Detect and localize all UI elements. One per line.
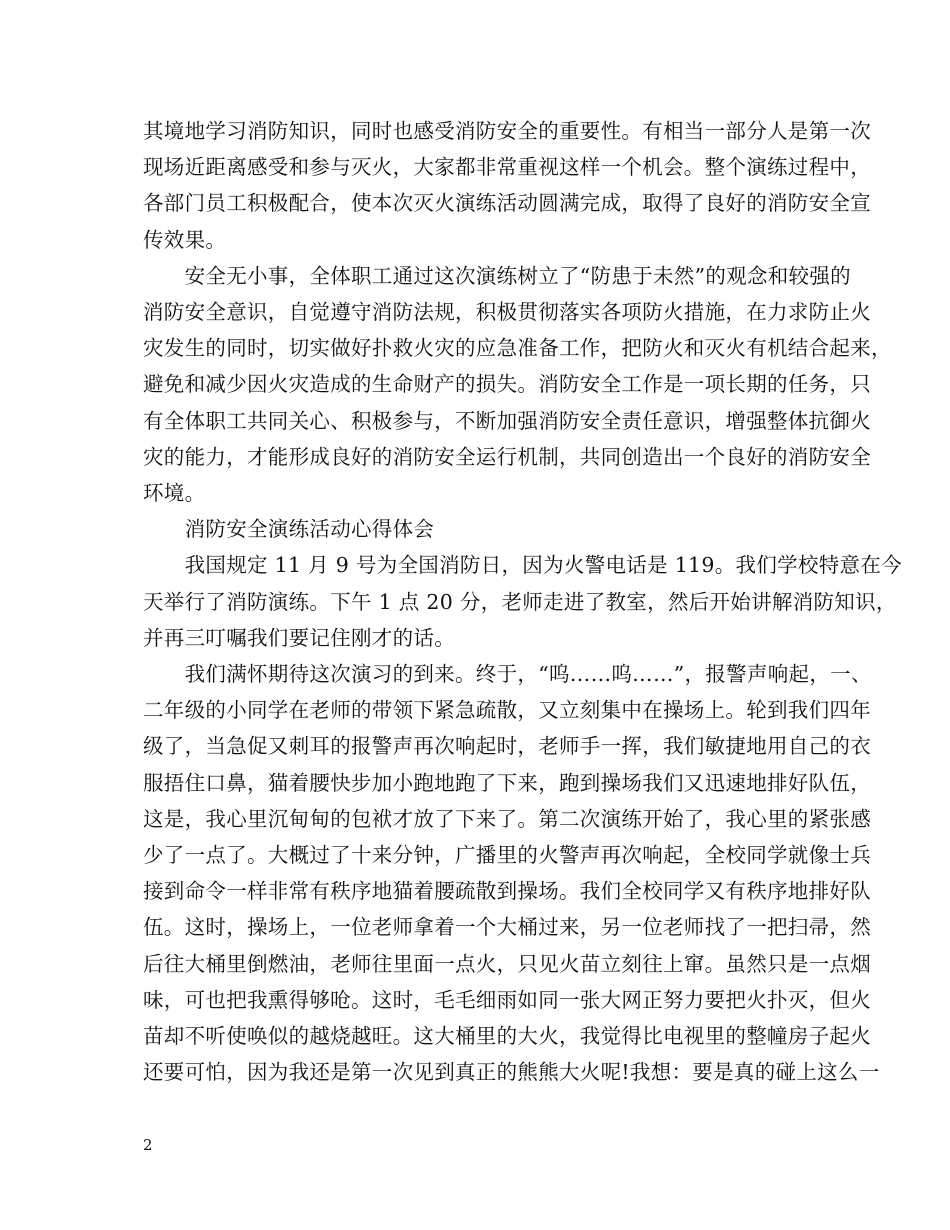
text-line: 少了一点了。大概过了十来分钟，广播里的火警声再次响起，全校同学就像士兵 [143,843,871,867]
text-line: 天举行了消防演练。下午 1 点 20 分，老师走进了教室，然后开始讲解消防知识， [143,589,897,614]
text-line: 并再三叮嘱我们要记住刚才的话。 [143,625,455,650]
text-line: 各部门员工积极配合，使本次灭火演练活动圆满完成，取得了良好的消防安全宣 [143,191,871,216]
text-line: 安全无小事，全体职工通过这次演练树立了“防患于未然”的观念和较强的 [143,263,851,288]
text-line: 环境。 [143,481,206,505]
page-number: 2 [143,1136,153,1154]
text-line: 有全体职工共同关心、积极参与，不断加强消防安全责任意识，增强整体抗御火 [143,408,871,433]
text-line: 我们满怀期待这次演习的到来。终于，“呜……呜……”，报警声响起，一、 [143,662,872,686]
text-line: 还要可怕，因为我还是第一次见到真正的熊熊大火呢!我想：要是真的碰上这么一 [143,1060,880,1085]
text-line: 传效果。 [143,227,227,252]
text-line: 消防安全意识，自觉遵守消防法规，积极贯彻落实各项防火措施，在力求防止火 [143,300,871,324]
text-line: 这是，我心里沉甸甸的包袱才放了下来了。第二次演练开始了，我心里的紧张感 [143,806,871,831]
text-line: 我国规定 11 月 9 号为全国消防日，因为火警电话是 119。我们学校特意在今 [143,553,902,578]
text-line: 现场近距离感受和参与灭火，大家都非常重视这样一个机会。整个演练过程中， [143,155,871,180]
text-line: 消防安全演练活动心得体会 [143,517,435,542]
text-line: 灾的能力，才能形成良好的消防安全运行机制，共同创造出一个良好的消防安全 [143,444,871,469]
text-line: 后往大桶里倒燃油，老师往里面一点火，只见火苗立刻往上窜。虽然只是一点烟 [143,951,871,976]
text-line: 其境地学习消防知识，同时也感受消防安全的重要性。有相当一部分人是第一次 [143,119,871,143]
text-line: 接到命令一样非常有秩序地猫着腰疏散到操场。我们全校同学又有秩序地排好队 [143,879,871,904]
text-line: 二年级的小同学在老师的带领下紧急疏散，又立刻集中在操场上。轮到我们四年 [143,698,871,723]
text-line: 避免和减少因火灾造成的生命财产的损失。消防安全工作是一项长期的任务，只 [143,372,871,397]
text-line: 味，可也把我熏得够呛。这时，毛毛细雨如同一张大网正努力要把火扑灭，但火 [143,987,871,1012]
text-line: 级了，当急促又刺耳的报警声再次响起时，老师手一挥，我们敏捷地用自己的衣 [143,734,871,759]
text-line: 服捂住口鼻，猫着腰快步加小跑地跑了下来，跑到操场我们又迅速地排好队伍， [143,770,871,795]
text-line: 苗却不听使唤似的越烧越旺。这大桶里的大火，我觉得比电视里的整幢房子起火 [143,1024,871,1048]
text-line: 灾发生的同时，切实做好扑救火灾的应急准备工作，把防火和灭火有机结合起来， [143,336,892,361]
text-line: 伍。这时，操场上，一位老师拿着一个大桶过来，另一位老师找了一把扫帚，然 [143,915,871,940]
